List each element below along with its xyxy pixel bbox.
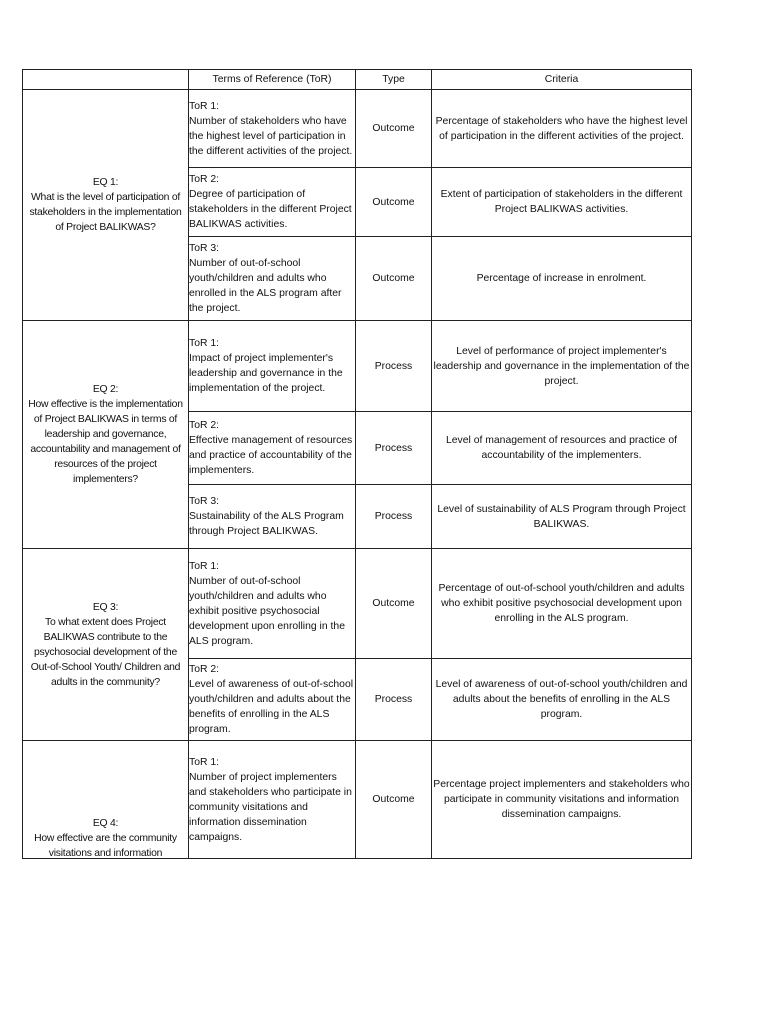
eq-cell-1: EQ 1: What is the level of participation of stakeholders in the implementation of Project BALIKWAS? <box>23 90 189 321</box>
criteria-cell: Extent of participation of stakeholders in the different Project BALIKWAS activities. <box>432 168 692 237</box>
criteria-cell: Percentage of increase in enrolment. <box>432 237 692 321</box>
table-row <box>23 90 692 168</box>
criteria-cell: Level of awareness of out-of-school youth/children and adults about the benefits of enrolling in the ALS program. <box>432 659 692 741</box>
table-row <box>23 549 692 659</box>
type-cell: Process <box>356 321 432 412</box>
criteria-cell: Level of sustainability of ALS Program through Project BALIKWAS. <box>432 485 692 549</box>
criteria-cell: Level of performance of project implementer's leadership and governance in the implementation of the project. <box>432 321 692 412</box>
type-cell: Process <box>356 412 432 485</box>
type-cell: Outcome <box>356 237 432 321</box>
type-header: Type <box>356 70 432 90</box>
tor-cell: ToR 2: Effective management of resources and practice of accountability of the implementers. <box>189 412 356 485</box>
tor-cell: ToR 1: Number of out-of-school youth/children and adults who exhibit positive psychosocial development upon enrolling in the ALS program. <box>189 549 356 659</box>
tor-cell: ToR 2: Level of awareness of out-of-school youth/children and adults about the benefits of enrolling in the ALS program. <box>189 659 356 741</box>
header-row <box>23 70 692 90</box>
tor-cell: ToR 1: Number of stakeholders who have the highest level of participation in the different activities of the project. <box>189 90 356 168</box>
type-cell: Process <box>356 659 432 741</box>
eq-cell-4: EQ 4: How effective are the community visitations and information <box>23 741 189 859</box>
criteria-cell: Percentage of out-of-school youth/children and adults who exhibit positive psychosocial development upon enrolling in the ALS program. <box>432 549 692 659</box>
table-row <box>23 321 692 412</box>
tor-cell: ToR 1: Impact of project implementer's leadership and governance in the implementation of the project. <box>189 321 356 412</box>
tor-header: Terms of Reference (ToR) <box>189 70 356 90</box>
type-cell: Outcome <box>356 549 432 659</box>
type-cell: Outcome <box>356 168 432 237</box>
tor-cell: ToR 3: Number of out-of-school youth/children and adults who enrolled in the ALS program after the project. <box>189 237 356 321</box>
criteria-cell: Percentage of stakeholders who have the highest level of participation in the different activities of the project. <box>432 90 692 168</box>
criteria-header: Criteria <box>432 70 692 90</box>
eq-cell-3: EQ 3: To what extent does Project BALIKWAS contribute to the psychosocial development of the Out-of-School Youth/ Children and adults in the community? <box>23 549 189 741</box>
type-cell: Outcome <box>356 741 432 859</box>
eq-header-cell <box>23 70 189 90</box>
type-cell: Process <box>356 485 432 549</box>
tor-cell: ToR 3: Sustainability of the ALS Program through Project BALIKWAS. <box>189 485 356 549</box>
eq-cell-2: EQ 2: How effective is the implementation of Project BALIKWAS in terms of leadership and governance, accountability and management of resources of the project implementers? <box>23 321 189 549</box>
tor-cell: ToR 1: Number of project implementers and stakeholders who participate in community visitations and information dissemination campaigns. <box>189 741 356 859</box>
criteria-cell: Percentage project implementers and stakeholders who participate in community visitations and information dissemination campaigns. <box>432 741 692 859</box>
type-cell: Outcome <box>356 90 432 168</box>
tor-cell: ToR 2: Degree of participation of stakeholders in the different Project BALIKWAS activities. <box>189 168 356 237</box>
criteria-cell: Level of management of resources and practice of accountability of the implementers. <box>432 412 692 485</box>
evaluation-matrix-table <box>22 69 692 859</box>
table-row <box>23 741 692 859</box>
